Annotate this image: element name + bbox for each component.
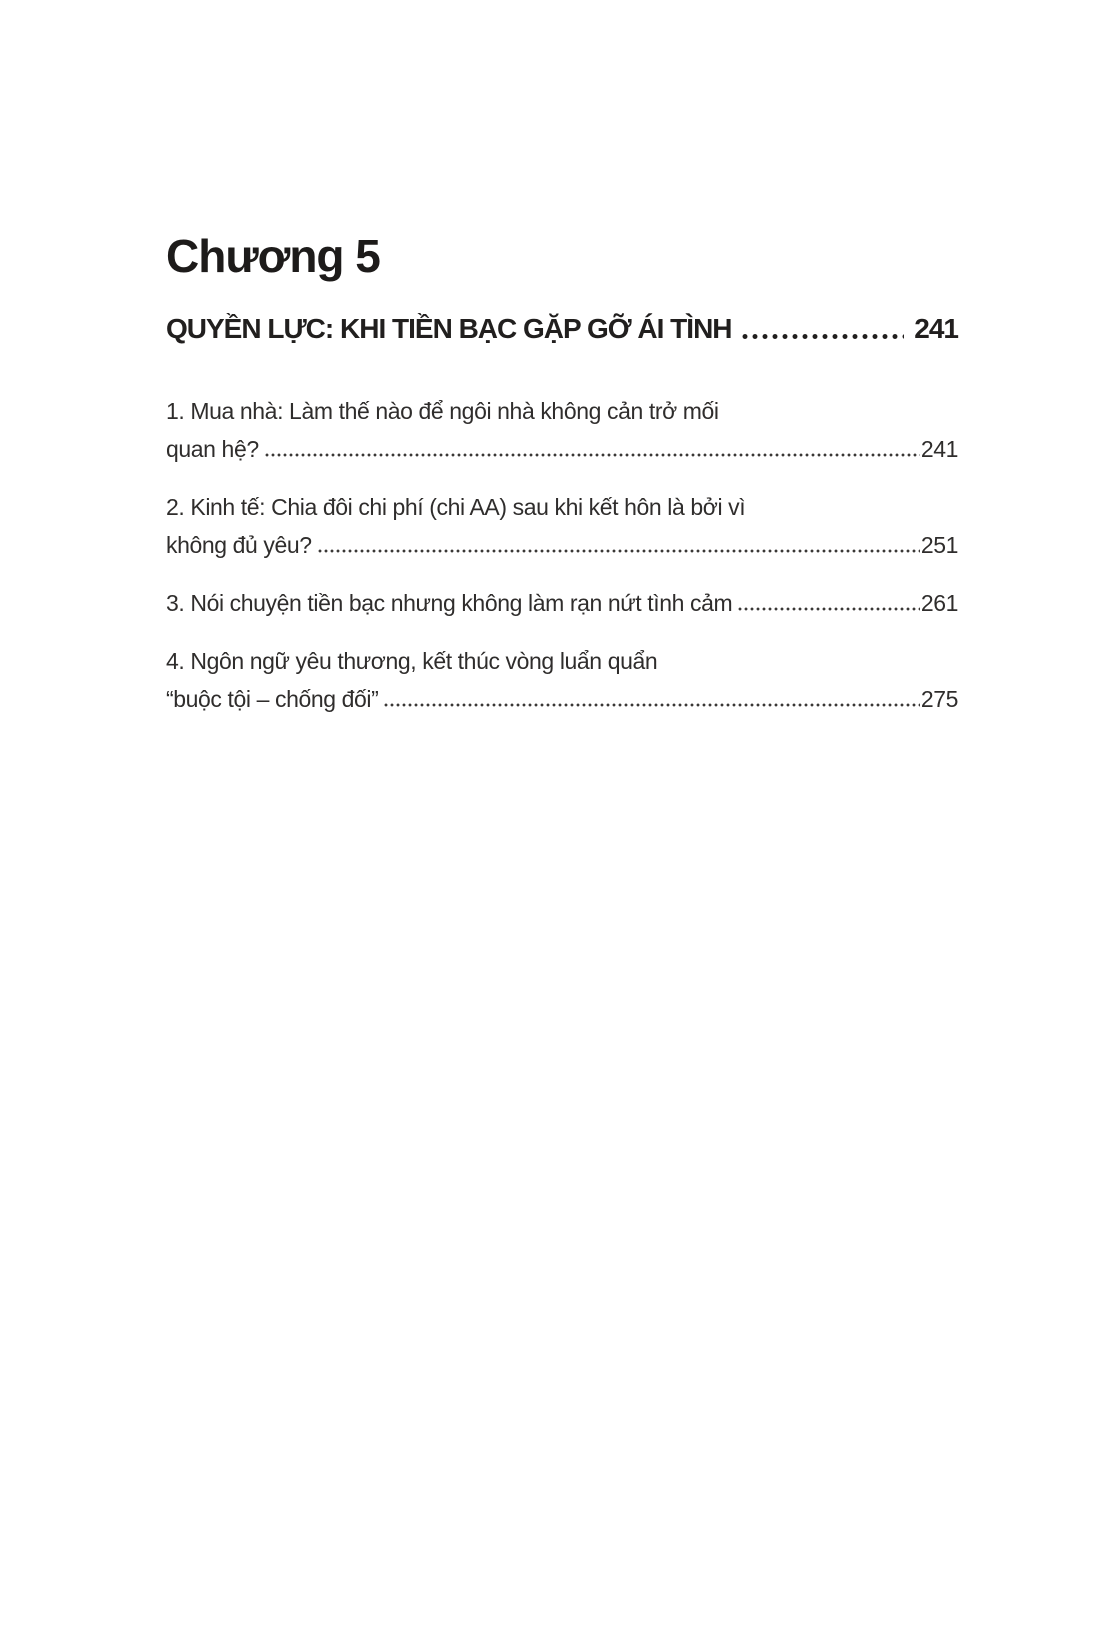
chapter-label: Chương 5 bbox=[166, 230, 380, 282]
toc-entry-row bbox=[166, 584, 958, 622]
toc-entry-1 bbox=[166, 392, 958, 468]
page-number: 241 bbox=[920, 436, 958, 462]
toc-content bbox=[166, 0, 958, 738]
page-number: 275 bbox=[920, 686, 958, 712]
toc-entry-text: không đủ yêu? bbox=[166, 532, 312, 558]
chapter-title: QUYỀN LỰC: KHI TIỀN BẠC GẶP GỠ ÁI TÌNH bbox=[166, 313, 732, 344]
dot-leader bbox=[259, 430, 921, 468]
toc-entry-text: “buộc tội – chống đối” bbox=[166, 686, 379, 712]
chapter-title-row bbox=[166, 308, 958, 350]
toc-entry-text: 3. Nói chuyện tiền bạc nhưng không làm rạn nứt tình cảm bbox=[166, 590, 733, 616]
toc-entry-text: quan hệ? bbox=[166, 436, 259, 462]
dot-leader bbox=[732, 584, 921, 622]
toc-entry-continuation bbox=[166, 526, 958, 564]
toc-entry-list bbox=[166, 392, 958, 718]
toc-entry-4 bbox=[166, 642, 958, 718]
page-number: 251 bbox=[920, 532, 958, 558]
dot-leader bbox=[312, 526, 921, 564]
dot-leader bbox=[378, 680, 920, 718]
dot-leader bbox=[732, 308, 905, 350]
toc-entry-text: 2. Kinh tế: Chia đôi chi phí (chi AA) sau khi kết hôn là bởi vì bbox=[166, 494, 746, 520]
page-number: 261 bbox=[920, 590, 958, 616]
toc-entry-text: 1. Mua nhà: Làm thế nào để ngôi nhà không cản trở mối bbox=[166, 398, 719, 424]
chapter-page-number: 241 bbox=[914, 313, 958, 344]
toc-entry-3 bbox=[166, 584, 958, 622]
toc-entry-2 bbox=[166, 488, 958, 564]
toc-entry-continuation bbox=[166, 430, 958, 468]
toc-entry-text: 4. Ngôn ngữ yêu thương, kết thúc vòng luẩn quẩn bbox=[166, 648, 658, 674]
toc-entry-continuation bbox=[166, 680, 958, 718]
